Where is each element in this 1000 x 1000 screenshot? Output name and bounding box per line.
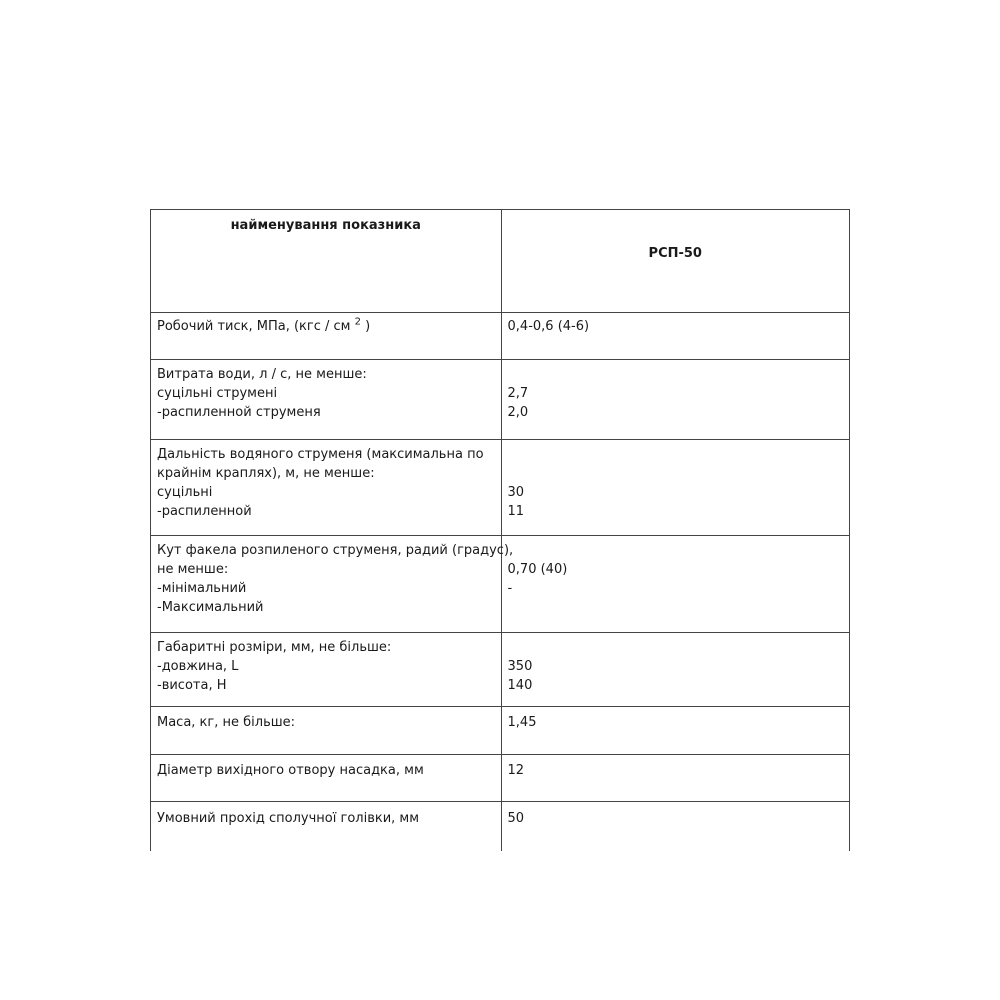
row-name-cell [151,536,514,633]
row-name-cell [151,755,502,802]
table-row [151,440,850,536]
row-name-text: Маса, кг, не більше: [157,715,296,730]
row-name-line: Кут факела розпиленого струменя, радий (градус), [157,543,514,558]
row-value-line: 30 [507,485,525,500]
row-name-tail: ) [361,319,371,334]
row-name-line: Габаритні розміри, мм, не більше: [157,640,392,655]
table-row [151,313,850,360]
row-value-cell [501,707,849,755]
row-name-line: -Максимальний [157,600,264,615]
row-name-line: -распиленной струменя [157,405,321,420]
row-value-text: 0,4-0,6 (4-6) [507,319,590,334]
table-row [151,755,850,802]
row-value-cell [501,755,849,802]
header-value: РСП-50 [501,210,849,313]
header-name: найменування показника [151,210,502,313]
row-name-line: Витрата води, л / с, не менше: [157,367,367,382]
row-name-line: -висота, Н [157,678,227,693]
table-row [151,633,850,707]
table-row [151,536,850,633]
row-value-text: 50 [507,811,525,826]
row-name-cell [151,633,502,707]
row-name-cell [151,707,502,755]
row-value-line: 350 [507,659,533,674]
row-name-line: крайнім краплях), м, не менше: [157,466,375,481]
row-value-cell [501,440,849,536]
table-row [151,802,850,852]
row-value-cell [501,633,849,707]
row-value-cell [501,360,849,440]
row-value-line: 11 [507,504,525,519]
row-value-line: 2,0 [507,405,529,420]
row-name-line: Дальність водяного струменя (максимальна по [157,447,484,462]
row-name-line: -довжина, L [157,659,239,674]
row-name-text: Діаметр вихідного отвору насадка, мм [157,763,424,778]
row-value-cell [501,802,849,852]
row-name-cell [151,313,502,360]
row-name-line: не менше: [157,562,229,577]
row-name-line: суцільні [157,485,213,500]
row-value-text: 12 [507,763,525,778]
row-name-cell [151,360,502,440]
row-name-text: Умовний прохід сполучної голівки, мм [157,811,420,826]
row-name-superscript: 2 [354,316,361,328]
row-name-cell [151,802,502,852]
row-name-line: суцільні струмені [157,386,278,401]
table-row [151,360,850,440]
row-value-line: 0,70 (40) [507,562,568,577]
row-value-cell [501,536,849,633]
spec-table [150,209,850,851]
row-value-text: 1,45 [507,715,537,730]
row-name-line: -распиленной [157,504,252,519]
row-value-line: 2,7 [507,386,529,401]
row-name-line: -мінімальний [157,581,247,596]
row-value-cell [501,313,849,360]
row-value-line: - [507,581,513,596]
row-name-text: Робочий тиск, МПа, (кгс / см [157,319,351,334]
row-value-line: 140 [507,678,533,693]
table-row [151,707,850,755]
row-name-cell [151,440,502,536]
table-header-row [151,210,850,313]
